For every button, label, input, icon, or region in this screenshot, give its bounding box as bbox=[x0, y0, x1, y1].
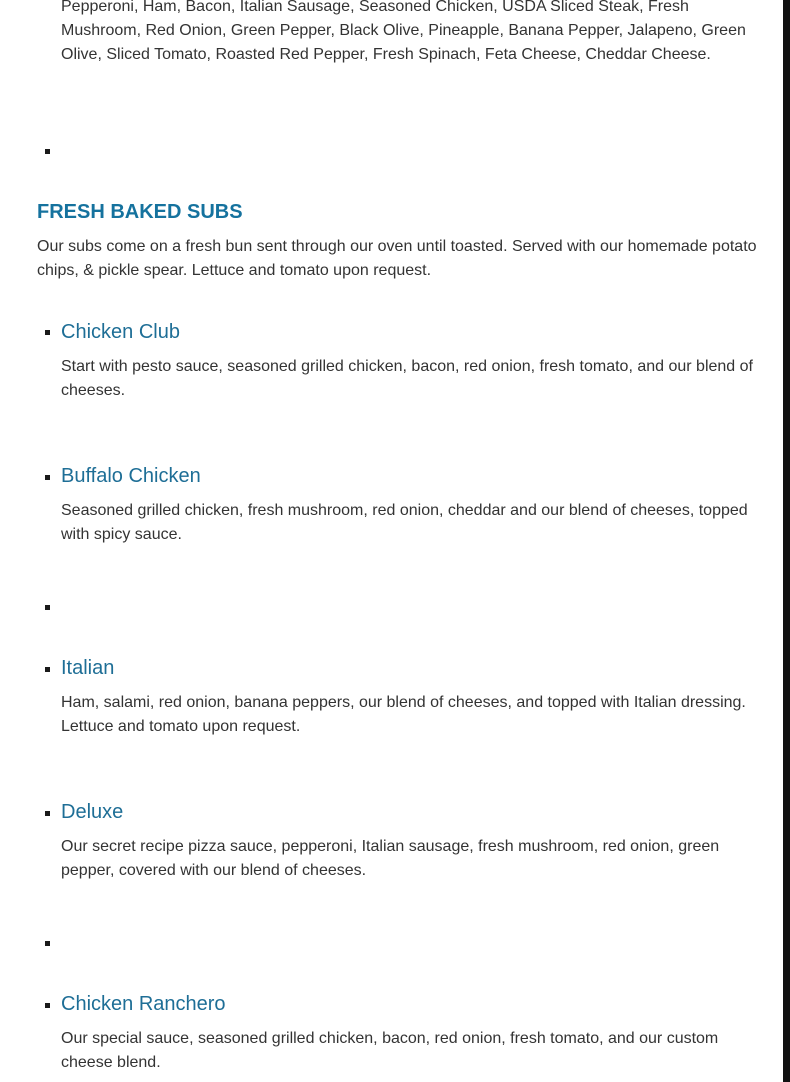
item-description-buffalo-chicken bbox=[61, 499, 761, 547]
item-description-text: Our special sauce, seasoned grilled chicken, bacon, red onion, fresh tomato, and our custom cheese blend. bbox=[61, 1030, 719, 1071]
item-title-chicken-ranchero: Chicken Ranchero bbox=[61, 993, 226, 1015]
list-bullet bbox=[45, 475, 50, 480]
item-title-deluxe: Deluxe bbox=[61, 801, 124, 823]
item-description-text: Seasoned grilled chicken, fresh mushroom, red onion, cheddar and our blend of cheeses, topped with spicy sauce. bbox=[61, 502, 748, 543]
item-title-buffalo-chicken: Buffalo Chicken bbox=[61, 465, 201, 487]
item-description-chicken-ranchero bbox=[61, 1027, 761, 1075]
list-bullet bbox=[45, 811, 50, 816]
list-bullet bbox=[45, 667, 50, 672]
item-description-text: Start with pesto sauce, seasoned grilled chicken, bacon, red onion, fresh tomato, and our blend of cheeses. bbox=[61, 358, 753, 399]
section-description bbox=[37, 235, 767, 283]
item-description-italian bbox=[61, 691, 761, 739]
item-description-text: Our secret recipe pizza sauce, pepperoni, Italian sausage, fresh mushroom, red onion, green pepper, covered with our blend of cheeses. bbox=[61, 838, 720, 879]
item-description-text: Ham, salami, red onion, banana peppers, our blend of cheeses, and topped with Italian dressing. Lettuce and tomato upon request. bbox=[61, 694, 746, 735]
section-description-text: Our subs come on a fresh bun sent through our oven until toasted. Served with our homemade potato chips, & pickle spear. Lettuce and tomato upon request. bbox=[37, 238, 757, 279]
item-description-deluxe bbox=[61, 835, 761, 883]
scrollbar[interactable] bbox=[783, 0, 790, 1082]
toppings-text: Pepperoni, Ham, Bacon, Italian Sausage, Seasoned Chicken, USDA Sliced Steak, Fresh Mushroom, Red Onion, Green Pepper, Black Olive, Pineapple, Banana Pepper, Jalapeno, Green Olive, Sliced Tomato, Roasted Red Pepper, Fresh Spinach, Feta Cheese, Cheddar Cheese. bbox=[61, 0, 746, 63]
item-title-chicken-club: Chicken Club bbox=[61, 321, 180, 343]
list-bullet bbox=[45, 605, 50, 610]
list-bullet bbox=[45, 941, 50, 946]
item-description-chicken-club bbox=[61, 355, 761, 403]
list-bullet bbox=[45, 1003, 50, 1008]
list-bullet bbox=[45, 330, 50, 335]
list-bullet bbox=[45, 149, 50, 154]
toppings-list bbox=[61, 0, 761, 67]
item-title-italian: Italian bbox=[61, 657, 115, 679]
section-title-subs: FRESH BAKED SUBS bbox=[37, 201, 243, 223]
